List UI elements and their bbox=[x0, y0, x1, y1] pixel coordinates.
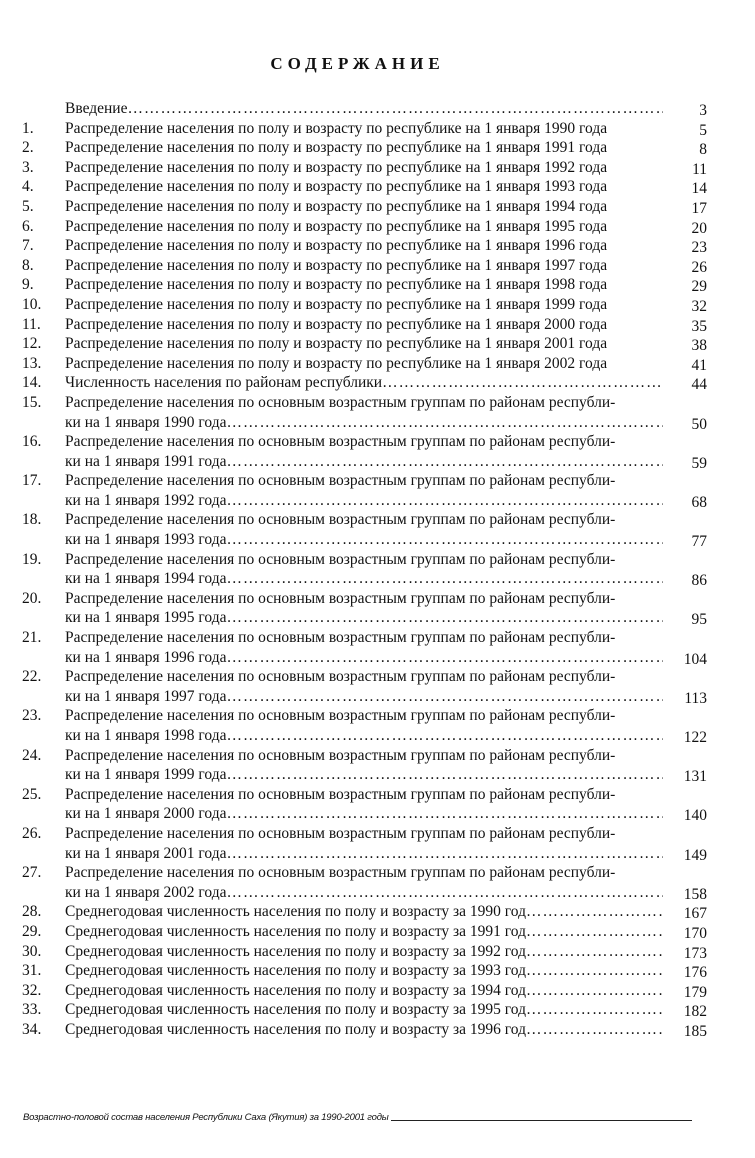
entry-number: 14. bbox=[22, 374, 42, 392]
toc-line bbox=[0, 550, 755, 570]
page-number[interactable]: 149 bbox=[683, 846, 707, 864]
entry-text bbox=[65, 746, 663, 766]
page-number[interactable]: 29 bbox=[691, 278, 707, 296]
dot-leader bbox=[226, 648, 663, 668]
entry-title: Распределение населения по полу и возрасту по республике на 1 января 1994 года bbox=[65, 197, 608, 215]
page-number[interactable]: 182 bbox=[683, 1003, 707, 1021]
toc-entry[interactable] bbox=[0, 315, 755, 335]
toc-line bbox=[0, 667, 755, 687]
entry-title: Среднегодовая численность населения по полу и возрасту за 1994 год bbox=[65, 981, 526, 999]
entry-text bbox=[65, 471, 663, 491]
toc-entry[interactable] bbox=[0, 902, 755, 922]
entry-number: 8. bbox=[22, 256, 34, 274]
page-number[interactable]: 44 bbox=[691, 376, 707, 394]
entry-text bbox=[65, 413, 663, 433]
entry-title: Среднегодовая численность населения по полу и возрасту за 1990 год bbox=[65, 903, 526, 921]
entry-text bbox=[65, 961, 663, 981]
entry-text bbox=[65, 687, 663, 707]
entry-title: Распределение населения по полу и возрасту по республике на 1 января 1990 года bbox=[65, 119, 608, 137]
entry-title: ки на 1 января 1991 года bbox=[65, 452, 227, 470]
entry-text bbox=[65, 589, 663, 609]
toc-entry[interactable] bbox=[0, 138, 755, 158]
page-number[interactable]: 50 bbox=[691, 415, 707, 433]
entry-title: Среднегодовая численность населения по полу и возрасту за 1991 год bbox=[65, 922, 526, 940]
entry-text bbox=[65, 902, 663, 922]
page-number[interactable]: 170 bbox=[683, 924, 707, 942]
entry-text bbox=[65, 275, 663, 295]
toc-line bbox=[0, 922, 755, 942]
page-number[interactable]: 20 bbox=[691, 219, 707, 237]
toc-entry[interactable] bbox=[0, 99, 755, 119]
page-number[interactable]: 3 bbox=[699, 102, 707, 119]
entry-number: 25. bbox=[22, 785, 42, 803]
toc-line bbox=[0, 785, 755, 805]
toc-line bbox=[0, 413, 755, 433]
toc-line bbox=[0, 824, 755, 844]
entry-text bbox=[65, 491, 663, 511]
dot-leader bbox=[226, 804, 663, 824]
toc-entry[interactable] bbox=[0, 550, 755, 589]
toc-entry[interactable] bbox=[0, 471, 755, 510]
entry-text bbox=[65, 550, 663, 570]
entry-title: Распределение населения по полу и возрасту по республике на 1 января 1991 года bbox=[65, 139, 608, 157]
dot-leader bbox=[226, 687, 663, 707]
page-number[interactable]: 95 bbox=[691, 611, 707, 629]
entry-text bbox=[65, 648, 663, 668]
dot-leader bbox=[226, 491, 663, 511]
page-number[interactable]: 77 bbox=[691, 533, 707, 551]
toc-entry[interactable] bbox=[0, 334, 755, 354]
entry-title: Распределение населения по основным возрастным группам по районам республи- bbox=[65, 707, 616, 725]
entry-title: Среднегодовая численность населения по полу и возрасту за 1996 год bbox=[65, 1020, 526, 1038]
entry-text bbox=[65, 804, 663, 824]
toc-line bbox=[0, 687, 755, 707]
entry-number: 26. bbox=[22, 824, 42, 842]
entry-number: 12. bbox=[22, 335, 42, 353]
toc-line bbox=[0, 608, 755, 628]
entry-number: 11. bbox=[22, 315, 41, 333]
dot-leader bbox=[226, 726, 663, 746]
entry-title: Среднегодовая численность населения по полу и возрасту за 1992 год bbox=[65, 942, 526, 960]
toc-entry[interactable] bbox=[0, 1020, 755, 1040]
toc-line bbox=[0, 981, 755, 1001]
dot-leader bbox=[226, 569, 663, 589]
toc-line bbox=[0, 648, 755, 668]
entry-text bbox=[65, 569, 663, 589]
toc-entry[interactable] bbox=[0, 942, 755, 962]
toc-line bbox=[0, 1020, 755, 1040]
entry-number: 23. bbox=[22, 707, 42, 725]
toc-line bbox=[0, 99, 755, 119]
entry-number: 21. bbox=[22, 629, 42, 647]
page-number[interactable]: 173 bbox=[683, 944, 707, 962]
entry-text bbox=[65, 628, 663, 648]
page-number[interactable]: 32 bbox=[691, 297, 707, 315]
entry-title: ки на 1 января 1993 года bbox=[65, 531, 227, 549]
toc-entry[interactable] bbox=[0, 393, 755, 432]
toc-entry[interactable] bbox=[0, 354, 755, 374]
toc-line bbox=[0, 804, 755, 824]
toc-line bbox=[0, 295, 755, 315]
page-number[interactable]: 167 bbox=[683, 905, 707, 923]
entry-number: 33. bbox=[22, 1001, 42, 1019]
entry-title: Распределение населения по полу и возрасту по республике на 1 января 1996 года bbox=[65, 237, 608, 255]
page-number[interactable]: 140 bbox=[683, 807, 707, 825]
toc-entry[interactable] bbox=[0, 863, 755, 902]
entry-number: 19. bbox=[22, 550, 42, 568]
entry-number: 2. bbox=[22, 139, 34, 157]
entry-number: 30. bbox=[22, 942, 42, 960]
entry-title: ки на 1 января 1996 года bbox=[65, 648, 227, 666]
entry-text bbox=[65, 667, 663, 687]
page-number[interactable]: 8 bbox=[699, 141, 707, 159]
dot-leader bbox=[226, 452, 663, 472]
entry-title: Распределение населения по полу и возрасту по республике на 1 января 1997 года bbox=[65, 256, 608, 274]
page-number[interactable]: 185 bbox=[683, 1022, 707, 1040]
page-number[interactable]: 41 bbox=[691, 356, 707, 374]
dot-leader bbox=[226, 608, 663, 628]
toc-line bbox=[0, 236, 755, 256]
entry-text bbox=[65, 393, 663, 413]
page-number[interactable]: 131 bbox=[683, 768, 707, 786]
entry-title: ки на 1 января 2001 года bbox=[65, 844, 227, 862]
footer-text: Возрастно-половой состав населения Республики Саха (Якутия) за 1990-2001 годы bbox=[23, 1112, 389, 1123]
entry-title: Распределение населения по полу и возрасту по республике на 1 января 2002 года bbox=[65, 354, 608, 372]
entry-title: ки на 1 января 1994 года bbox=[65, 570, 227, 588]
dot-leader bbox=[526, 1020, 663, 1040]
entry-title: ки на 1 января 1995 года bbox=[65, 609, 227, 627]
toc-line bbox=[0, 315, 755, 335]
entry-title: Распределение населения по основным возрастным группам по районам республи- bbox=[65, 589, 616, 607]
toc-entry[interactable] bbox=[0, 785, 755, 824]
entry-number: 9. bbox=[22, 276, 34, 294]
toc-line bbox=[0, 726, 755, 746]
toc-entry[interactable] bbox=[0, 667, 755, 706]
dot-leader bbox=[526, 942, 663, 962]
toc-line bbox=[0, 452, 755, 472]
entry-text bbox=[65, 922, 663, 942]
toc-entry[interactable] bbox=[0, 197, 755, 217]
entry-title: ки на 1 января 1990 года bbox=[65, 413, 227, 431]
entry-text bbox=[65, 334, 663, 354]
dot-leader bbox=[526, 1000, 663, 1020]
toc-entry[interactable] bbox=[0, 177, 755, 197]
entry-title: Введение bbox=[65, 100, 128, 117]
page-number[interactable]: 179 bbox=[683, 983, 707, 1001]
toc-entry[interactable] bbox=[0, 589, 755, 628]
toc-line bbox=[0, 197, 755, 217]
page-number[interactable]: 104 bbox=[683, 650, 707, 668]
entry-text bbox=[65, 883, 663, 903]
dot-leader bbox=[226, 883, 663, 903]
entry-title: Распределение населения по основным возрастным группам по районам республи- bbox=[65, 433, 616, 451]
entry-text bbox=[65, 354, 663, 374]
entry-number: 22. bbox=[22, 668, 42, 686]
toc-entry[interactable] bbox=[0, 1000, 755, 1020]
entry-text bbox=[65, 177, 663, 197]
toc-line bbox=[0, 765, 755, 785]
toc-line bbox=[0, 961, 755, 981]
entry-title: Среднегодовая численность населения по полу и возрасту за 1993 год bbox=[65, 962, 526, 980]
page-number[interactable]: 17 bbox=[691, 199, 707, 217]
page-number[interactable]: 38 bbox=[691, 337, 707, 355]
page-number[interactable]: 113 bbox=[684, 689, 707, 707]
toc-line bbox=[0, 844, 755, 864]
entry-text bbox=[65, 99, 663, 119]
toc-line bbox=[0, 256, 755, 276]
entry-title: Численность населения по районам республики bbox=[65, 374, 383, 392]
entry-text bbox=[65, 1000, 663, 1020]
toc-entry[interactable] bbox=[0, 295, 755, 315]
dot-leader bbox=[526, 961, 663, 981]
toc-entry[interactable] bbox=[0, 746, 755, 785]
toc-line bbox=[0, 432, 755, 452]
page-number[interactable]: 35 bbox=[691, 317, 707, 335]
page-number[interactable]: 14 bbox=[691, 180, 707, 198]
entry-number: 27. bbox=[22, 864, 42, 882]
entry-number: 3. bbox=[22, 158, 34, 176]
entry-number: 6. bbox=[22, 217, 34, 235]
page-number[interactable]: 86 bbox=[691, 572, 707, 590]
entry-number: 34. bbox=[22, 1020, 42, 1038]
entry-title: Распределение населения по основным возрастным группам по районам республи- bbox=[65, 864, 616, 882]
entry-text bbox=[65, 510, 663, 530]
toc-line bbox=[0, 373, 755, 393]
toc-entry[interactable] bbox=[0, 824, 755, 863]
toc-entry[interactable] bbox=[0, 217, 755, 237]
entry-title: Распределение населения по полу и возрасту по республике на 1 января 1998 года bbox=[65, 276, 608, 294]
table-of-contents bbox=[0, 99, 755, 1040]
entry-number: 16. bbox=[22, 433, 42, 451]
entry-number: 31. bbox=[22, 962, 42, 980]
footer-rule bbox=[391, 1120, 692, 1121]
entry-text bbox=[65, 452, 663, 472]
entry-number: 18. bbox=[22, 511, 42, 529]
toc-line bbox=[0, 119, 755, 139]
toc-entry[interactable] bbox=[0, 256, 755, 276]
entry-text bbox=[65, 432, 663, 452]
entry-number: 24. bbox=[22, 746, 42, 764]
entry-title: Распределение населения по полу и возрасту по республике на 1 января 2001 года bbox=[65, 335, 608, 353]
entry-title: Распределение населения по основным возрастным группам по районам республи- bbox=[65, 472, 616, 490]
toc-entry[interactable] bbox=[0, 373, 755, 393]
toc-line bbox=[0, 569, 755, 589]
page-number[interactable]: 26 bbox=[691, 258, 707, 276]
toc-line bbox=[0, 158, 755, 178]
entry-text bbox=[65, 530, 663, 550]
entry-title: Распределение населения по полу и возрасту по республике на 1 января 1999 года bbox=[65, 295, 608, 313]
entry-title: ки на 1 января 1998 года bbox=[65, 727, 227, 744]
entry-title: Распределение населения по основным возрастным группам по районам республи- bbox=[65, 746, 616, 764]
entry-text bbox=[65, 256, 663, 276]
toc-line bbox=[0, 393, 755, 413]
toc-line bbox=[0, 746, 755, 766]
entry-text bbox=[65, 138, 663, 158]
toc-entry[interactable] bbox=[0, 119, 755, 139]
page-number[interactable]: 11 bbox=[692, 160, 707, 178]
toc-entry[interactable] bbox=[0, 922, 755, 942]
entry-number: 4. bbox=[22, 178, 34, 196]
page-number[interactable]: 59 bbox=[691, 454, 707, 472]
page-number[interactable]: 23 bbox=[691, 239, 707, 257]
entry-text bbox=[65, 315, 663, 335]
entry-text bbox=[65, 942, 663, 962]
entry-title: Распределение населения по полу и возрасту по республике на 1 января 1995 года bbox=[65, 217, 608, 235]
entry-number: 28. bbox=[22, 903, 42, 921]
toc-entry[interactable] bbox=[0, 275, 755, 295]
page-number[interactable]: 176 bbox=[683, 964, 707, 982]
page-number[interactable]: 158 bbox=[683, 885, 707, 903]
toc-line bbox=[0, 354, 755, 374]
toc-line bbox=[0, 589, 755, 609]
entry-title: Распределение населения по основным возрастным группам по районам республи- bbox=[65, 393, 616, 411]
toc-line bbox=[0, 1000, 755, 1020]
toc-entry[interactable] bbox=[0, 706, 755, 745]
toc-entry[interactable] bbox=[0, 158, 755, 178]
entry-number: 13. bbox=[22, 354, 42, 372]
entry-number: 5. bbox=[22, 197, 34, 215]
dot-leader bbox=[226, 413, 663, 433]
entry-number: 10. bbox=[22, 295, 42, 313]
page-title: СОДЕРЖАНИЕ bbox=[270, 54, 445, 73]
entry-text bbox=[65, 217, 663, 237]
entry-text bbox=[65, 197, 663, 217]
entry-text bbox=[65, 824, 663, 844]
dot-leader bbox=[526, 981, 663, 1001]
entry-text bbox=[65, 119, 663, 139]
entry-text bbox=[65, 844, 663, 864]
entry-number: 7. bbox=[22, 237, 34, 255]
dot-leader bbox=[226, 765, 663, 785]
entry-title: ки на 1 января 1997 года bbox=[65, 687, 227, 705]
toc-line bbox=[0, 706, 755, 726]
entry-title: ки на 1 января 1992 года bbox=[65, 491, 227, 509]
page-number[interactable]: 122 bbox=[683, 729, 707, 746]
entry-number: 29. bbox=[22, 922, 42, 940]
entry-title: Распределение населения по основным возрастным группам по районам республи- bbox=[65, 629, 616, 647]
dot-leader bbox=[382, 373, 663, 393]
toc-entry[interactable] bbox=[0, 432, 755, 471]
entry-text bbox=[65, 608, 663, 628]
entry-number: 15. bbox=[22, 393, 42, 411]
entry-text bbox=[65, 373, 663, 393]
entry-title: Распределение населения по основным возрастным группам по районам республи- bbox=[65, 511, 616, 529]
toc-entry[interactable] bbox=[0, 236, 755, 256]
dot-leader bbox=[226, 530, 663, 550]
toc-line bbox=[0, 530, 755, 550]
toc-line bbox=[0, 902, 755, 922]
entry-text bbox=[65, 863, 663, 883]
running-footer bbox=[23, 1112, 692, 1123]
entry-number: 17. bbox=[22, 472, 42, 490]
toc-line bbox=[0, 334, 755, 354]
entry-number: 20. bbox=[22, 589, 42, 607]
toc-line bbox=[0, 628, 755, 648]
entry-title: ки на 1 января 2000 года bbox=[65, 805, 227, 823]
entry-title: Распределение населения по основным возрастным группам по районам республи- bbox=[65, 668, 616, 686]
toc-line bbox=[0, 863, 755, 883]
toc-line bbox=[0, 471, 755, 491]
entry-text bbox=[65, 236, 663, 256]
entry-text bbox=[65, 295, 663, 315]
toc-entry[interactable] bbox=[0, 981, 755, 1001]
toc-line bbox=[0, 942, 755, 962]
toc-line bbox=[0, 138, 755, 158]
toc-line bbox=[0, 177, 755, 197]
entry-title: Распределение населения по полу и возрасту по республике на 1 января 1992 года bbox=[65, 158, 608, 176]
toc-line bbox=[0, 217, 755, 237]
page-number[interactable]: 68 bbox=[691, 493, 707, 511]
toc-line bbox=[0, 491, 755, 511]
entry-text bbox=[65, 726, 663, 746]
entry-title: Распределение населения по полу и возрасту по республике на 1 января 1993 года bbox=[65, 178, 608, 196]
entry-text bbox=[65, 785, 663, 805]
entry-title: Распределение населения по основным возрастным группам по районам республи- bbox=[65, 550, 616, 568]
entry-text bbox=[65, 981, 663, 1001]
dot-leader bbox=[526, 922, 663, 942]
entry-text bbox=[65, 158, 663, 178]
entry-title: Распределение населения по полу и возрасту по республике на 1 января 2000 года bbox=[65, 315, 608, 333]
entry-title: ки на 1 января 2002 года bbox=[65, 883, 227, 901]
toc-line bbox=[0, 883, 755, 903]
dot-leader bbox=[127, 99, 663, 119]
entry-text bbox=[65, 706, 663, 726]
entry-number: 32. bbox=[22, 981, 42, 999]
dot-leader bbox=[526, 902, 663, 922]
toc-entry[interactable] bbox=[0, 628, 755, 667]
entry-text bbox=[65, 1020, 663, 1040]
entry-title: ки на 1 января 1999 года bbox=[65, 766, 227, 784]
entry-title: Среднегодовая численность населения по полу и возрасту за 1995 год bbox=[65, 1001, 526, 1019]
entry-title: Распределение населения по основным возрастным группам по районам республи- bbox=[65, 824, 616, 842]
toc-line bbox=[0, 275, 755, 295]
toc-line bbox=[0, 510, 755, 530]
toc-entry[interactable] bbox=[0, 510, 755, 549]
entry-title: Распределение населения по основным возрастным группам по районам республи- bbox=[65, 785, 616, 803]
page-number[interactable]: 5 bbox=[699, 121, 707, 139]
entry-number: 1. bbox=[22, 119, 34, 137]
dot-leader bbox=[226, 844, 663, 864]
entry-text bbox=[65, 765, 663, 785]
toc-entry[interactable] bbox=[0, 961, 755, 981]
